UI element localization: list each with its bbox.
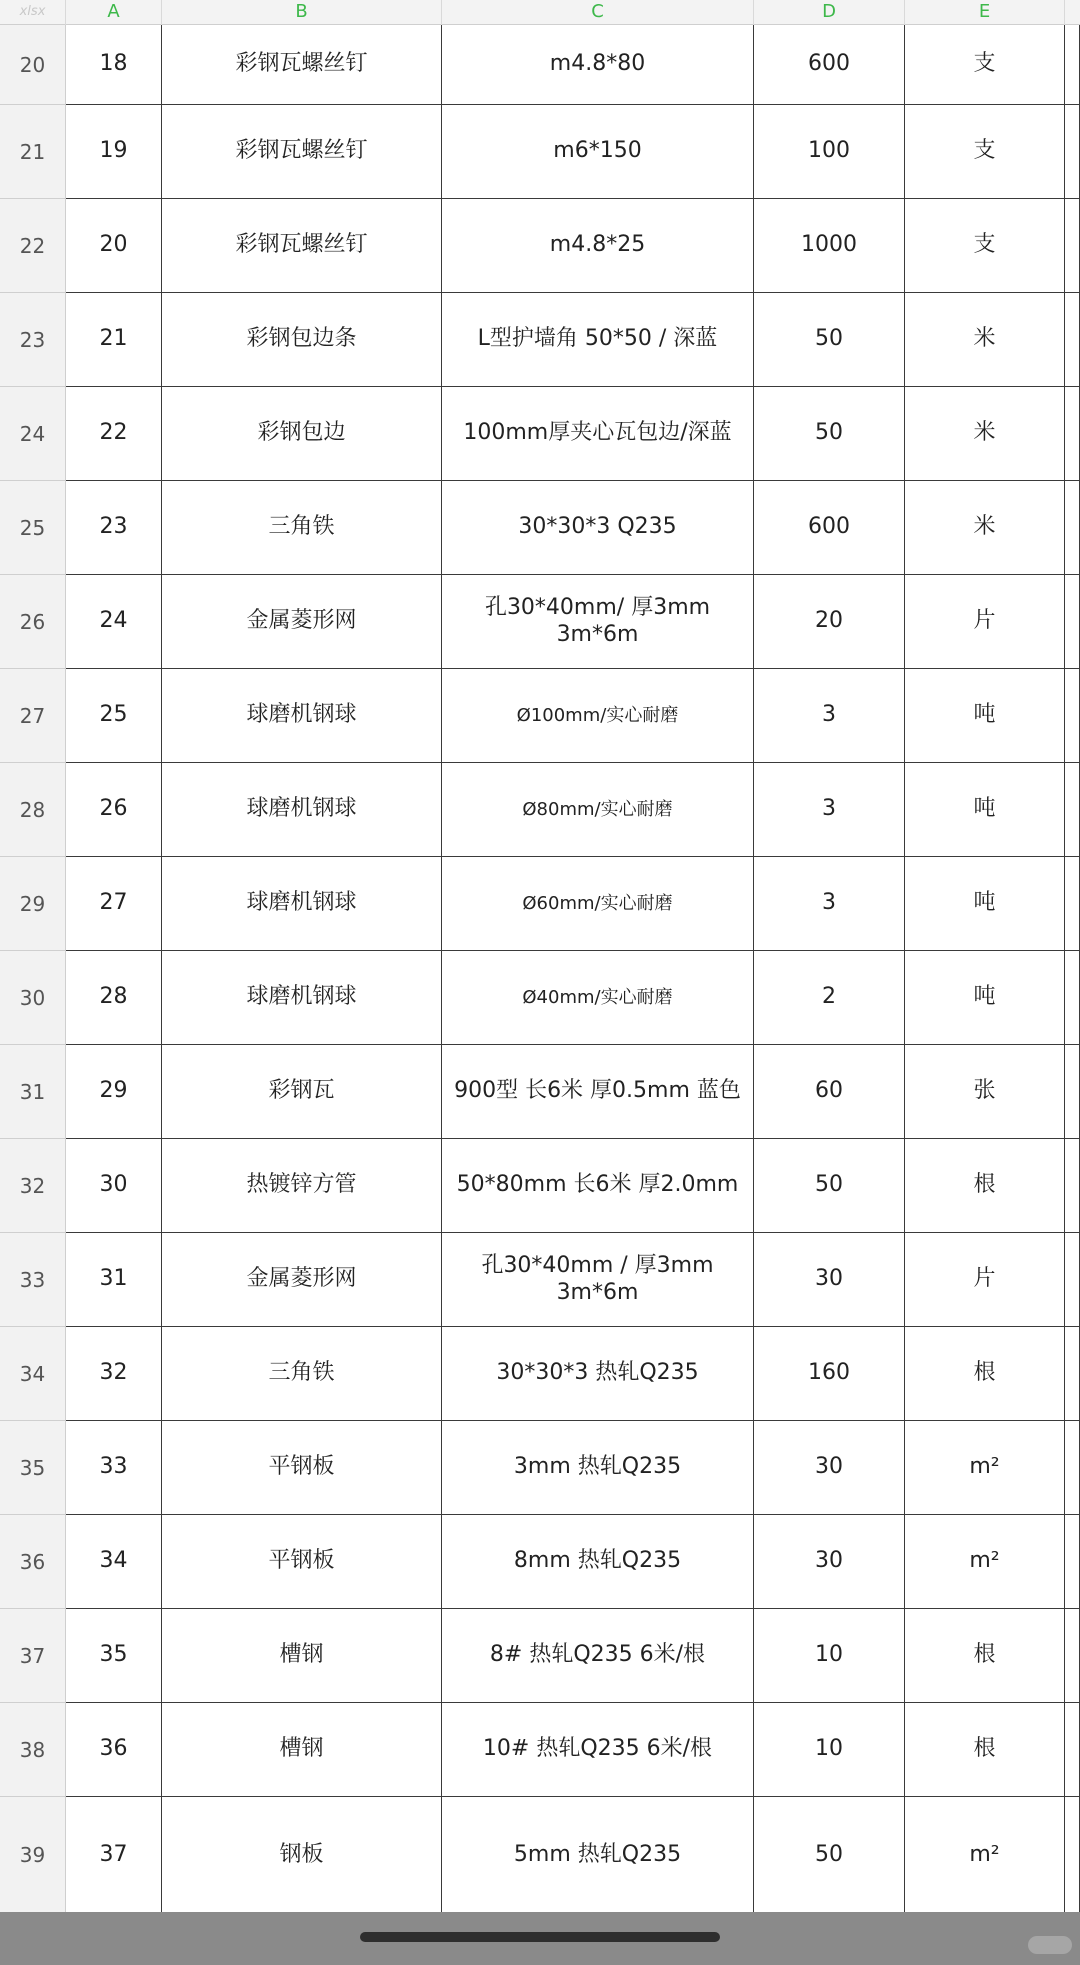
cell-spec[interactable]: 8# 热轧Q235 6米/根 — [442, 1609, 754, 1703]
cell-spec[interactable]: 8mm 热轧Q235 — [442, 1515, 754, 1609]
row-header[interactable]: 30 — [0, 951, 66, 1045]
cell-qty[interactable]: 2 — [754, 951, 905, 1045]
cell-name[interactable]: 球磨机钢球 — [162, 857, 442, 951]
cell-qty[interactable]: 3 — [754, 669, 905, 763]
cell-unit[interactable]: 支 — [905, 25, 1065, 105]
cell-spec[interactable]: 30*30*3 Q235 — [442, 481, 754, 575]
cell-f[interactable] — [1065, 857, 1080, 951]
cell-no[interactable]: 24 — [66, 575, 162, 669]
corner-cell[interactable]: xlsx — [0, 0, 66, 25]
cell-f[interactable] — [1065, 951, 1080, 1045]
cell-name[interactable]: 平钢板 — [162, 1421, 442, 1515]
watermark-badge — [1028, 1936, 1072, 1954]
cell-spec[interactable]: 孔30*40mm/ 厚3mm 3m*6m — [442, 575, 754, 669]
row-header[interactable]: 33 — [0, 1233, 66, 1327]
row-header[interactable]: 26 — [0, 575, 66, 669]
cell-f[interactable] — [1065, 1327, 1080, 1421]
cell-spec[interactable]: Ø80mm/实心耐磨 — [442, 763, 754, 857]
cell-f[interactable] — [1065, 1045, 1080, 1139]
row-header[interactable]: 21 — [0, 105, 66, 199]
row-header[interactable]: 23 — [0, 293, 66, 387]
cell-f[interactable] — [1065, 1421, 1080, 1515]
cell-spec[interactable]: 5mm 热轧Q235 — [442, 1797, 754, 1912]
cell-no[interactable]: 23 — [66, 481, 162, 575]
cell-spec[interactable]: Ø60mm/实心耐磨 — [442, 857, 754, 951]
cell-spec[interactable]: Ø100mm/实心耐磨 — [442, 669, 754, 763]
cell-unit[interactable]: m² — [905, 1515, 1065, 1609]
cell-f[interactable] — [1065, 669, 1080, 763]
column-header-bar — [0, 0, 1080, 25]
cell-qty[interactable]: 10 — [754, 1609, 905, 1703]
column-header-d[interactable]: D — [754, 0, 905, 25]
row-header[interactable]: 37 — [0, 1609, 66, 1703]
column-header-c[interactable]: C — [442, 0, 754, 25]
row-header[interactable]: 34 — [0, 1327, 66, 1421]
row-header[interactable]: 20 — [0, 25, 66, 105]
cell-qty[interactable]: 30 — [754, 1515, 905, 1609]
cell-unit[interactable]: 米 — [905, 481, 1065, 575]
cell-qty[interactable]: 3 — [754, 763, 905, 857]
cell-no[interactable]: 34 — [66, 1515, 162, 1609]
cell-spec[interactable]: m6*150 — [442, 105, 754, 199]
cell-unit[interactable]: 吨 — [905, 763, 1065, 857]
cell-spec[interactable]: 孔30*40mm / 厚3mm 3m*6m — [442, 1233, 754, 1327]
cell-no[interactable]: 30 — [66, 1139, 162, 1233]
cell-unit[interactable]: 支 — [905, 199, 1065, 293]
row-header[interactable]: 28 — [0, 763, 66, 857]
cell-no[interactable]: 28 — [66, 951, 162, 1045]
row-header[interactable]: 36 — [0, 1515, 66, 1609]
cell-name[interactable]: 热镀锌方管 — [162, 1139, 442, 1233]
cell-name[interactable]: 彩钢包边条 — [162, 293, 442, 387]
cell-name[interactable]: 金属菱形网 — [162, 1233, 442, 1327]
cell-unit[interactable]: m² — [905, 1797, 1065, 1912]
cell-unit[interactable]: 米 — [905, 387, 1065, 481]
cell-no[interactable]: 35 — [66, 1609, 162, 1703]
cell-spec[interactable]: 900型 长6米 厚0.5mm 蓝色 — [442, 1045, 754, 1139]
cell-name[interactable]: 槽钢 — [162, 1703, 442, 1797]
row-header[interactable]: 22 — [0, 199, 66, 293]
cell-spec[interactable]: L型护墙角 50*50 / 深蓝 — [442, 293, 754, 387]
cell-f[interactable] — [1065, 1703, 1080, 1797]
row-header[interactable]: 32 — [0, 1139, 66, 1233]
cell-f[interactable] — [1065, 1139, 1080, 1233]
cell-spec[interactable]: 100mm厚夹心瓦包边/深蓝 — [442, 387, 754, 481]
cell-name[interactable]: 金属菱形网 — [162, 575, 442, 669]
cell-qty[interactable]: 30 — [754, 1233, 905, 1327]
cell-name[interactable]: 槽钢 — [162, 1609, 442, 1703]
home-indicator[interactable] — [360, 1932, 720, 1942]
cell-name[interactable]: 彩钢瓦螺丝钉 — [162, 105, 442, 199]
cell-qty[interactable]: 20 — [754, 575, 905, 669]
cell-name[interactable]: 三角铁 — [162, 1327, 442, 1421]
cell-unit[interactable]: 支 — [905, 105, 1065, 199]
column-header-a[interactable]: A — [66, 0, 162, 25]
cell-name[interactable]: 钢板 — [162, 1797, 442, 1912]
cell-qty[interactable]: 50 — [754, 1139, 905, 1233]
row-header[interactable]: 27 — [0, 669, 66, 763]
cell-qty[interactable]: 100 — [754, 105, 905, 199]
cell-no[interactable]: 29 — [66, 1045, 162, 1139]
cell-f[interactable] — [1065, 25, 1080, 105]
cell-unit[interactable]: 片 — [905, 1233, 1065, 1327]
cell-spec[interactable]: 3mm 热轧Q235 — [442, 1421, 754, 1515]
cell-unit[interactable]: 根 — [905, 1703, 1065, 1797]
cell-spec[interactable]: Ø40mm/实心耐磨 — [442, 951, 754, 1045]
cell-no[interactable]: 22 — [66, 387, 162, 481]
cell-spec[interactable]: 50*80mm 长6米 厚2.0mm — [442, 1139, 754, 1233]
cell-qty[interactable]: 3 — [754, 857, 905, 951]
cell-qty[interactable]: 50 — [754, 293, 905, 387]
cell-unit[interactable]: 张 — [905, 1045, 1065, 1139]
cell-name[interactable]: 彩钢瓦螺丝钉 — [162, 25, 442, 105]
cell-no[interactable]: 31 — [66, 1233, 162, 1327]
cell-qty[interactable]: 50 — [754, 387, 905, 481]
cell-f[interactable] — [1065, 105, 1080, 199]
cell-qty[interactable]: 600 — [754, 25, 905, 105]
cell-spec[interactable]: m4.8*80 — [442, 25, 754, 105]
cell-f[interactable] — [1065, 763, 1080, 857]
cell-no[interactable]: 21 — [66, 293, 162, 387]
cell-spec[interactable]: 30*30*3 热轧Q235 — [442, 1327, 754, 1421]
cell-unit[interactable]: 根 — [905, 1327, 1065, 1421]
cell-f[interactable] — [1065, 1233, 1080, 1327]
cell-unit[interactable]: m² — [905, 1421, 1065, 1515]
cell-spec[interactable]: m4.8*25 — [442, 199, 754, 293]
column-header-e[interactable]: E — [905, 0, 1065, 25]
row-header[interactable]: 35 — [0, 1421, 66, 1515]
cell-qty[interactable]: 30 — [754, 1421, 905, 1515]
cell-f[interactable] — [1065, 1797, 1080, 1912]
cell-f[interactable] — [1065, 1609, 1080, 1703]
cell-name[interactable]: 彩钢瓦螺丝钉 — [162, 199, 442, 293]
cell-name[interactable]: 彩钢瓦 — [162, 1045, 442, 1139]
cell-f[interactable] — [1065, 293, 1080, 387]
cell-name[interactable]: 平钢板 — [162, 1515, 442, 1609]
cell-no[interactable]: 33 — [66, 1421, 162, 1515]
cell-unit[interactable]: 吨 — [905, 857, 1065, 951]
cell-name[interactable]: 球磨机钢球 — [162, 951, 442, 1045]
cell-no[interactable]: 18 — [66, 25, 162, 105]
cell-no[interactable]: 25 — [66, 669, 162, 763]
row-header[interactable]: 39 — [0, 1797, 66, 1912]
cell-no[interactable]: 26 — [66, 763, 162, 857]
cell-name[interactable]: 彩钢包边 — [162, 387, 442, 481]
cell-no[interactable]: 36 — [66, 1703, 162, 1797]
cell-f[interactable] — [1065, 575, 1080, 669]
cell-name[interactable]: 球磨机钢球 — [162, 763, 442, 857]
row-header[interactable]: 38 — [0, 1703, 66, 1797]
cell-no[interactable]: 19 — [66, 105, 162, 199]
cell-no[interactable]: 37 — [66, 1797, 162, 1912]
cell-unit[interactable]: 根 — [905, 1139, 1065, 1233]
row-header[interactable]: 24 — [0, 387, 66, 481]
row-header[interactable]: 29 — [0, 857, 66, 951]
cell-unit[interactable]: 根 — [905, 1609, 1065, 1703]
cell-f[interactable] — [1065, 199, 1080, 293]
cell-unit[interactable]: 米 — [905, 293, 1065, 387]
cell-no[interactable]: 27 — [66, 857, 162, 951]
cell-f[interactable] — [1065, 1515, 1080, 1609]
cell-qty[interactable]: 50 — [754, 1797, 905, 1912]
cell-f[interactable] — [1065, 387, 1080, 481]
cell-name[interactable]: 三角铁 — [162, 481, 442, 575]
row-header[interactable]: 31 — [0, 1045, 66, 1139]
cell-name[interactable]: 球磨机钢球 — [162, 669, 442, 763]
cell-qty[interactable]: 10 — [754, 1703, 905, 1797]
cell-qty[interactable]: 1000 — [754, 199, 905, 293]
cell-qty[interactable]: 160 — [754, 1327, 905, 1421]
column-header-f[interactable] — [1065, 0, 1080, 25]
cell-no[interactable]: 32 — [66, 1327, 162, 1421]
cell-qty[interactable]: 600 — [754, 481, 905, 575]
cell-spec[interactable]: 10# 热轧Q235 6米/根 — [442, 1703, 754, 1797]
cell-qty[interactable]: 60 — [754, 1045, 905, 1139]
row-header[interactable]: 25 — [0, 481, 66, 575]
cell-unit[interactable]: 片 — [905, 575, 1065, 669]
column-header-b[interactable]: B — [162, 0, 442, 25]
cell-unit[interactable]: 吨 — [905, 669, 1065, 763]
cell-unit[interactable]: 吨 — [905, 951, 1065, 1045]
cell-no[interactable]: 20 — [66, 199, 162, 293]
cell-f[interactable] — [1065, 481, 1080, 575]
